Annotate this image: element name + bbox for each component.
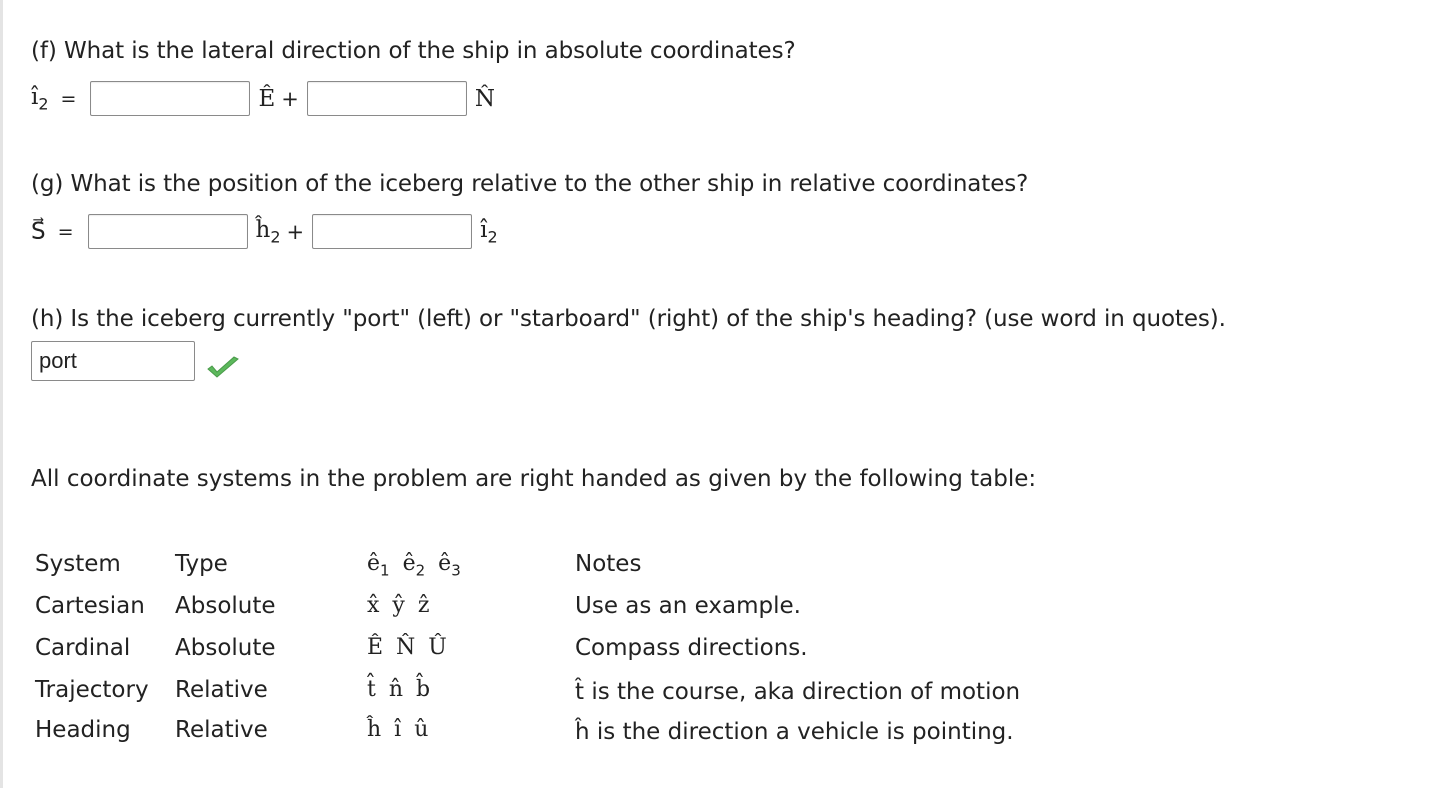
equals-sign: =: [57, 220, 74, 243]
unit-vector-n: N̂: [474, 85, 495, 112]
left-border: [0, 0, 3, 788]
plus-sign: +: [281, 86, 299, 111]
header-basis-vectors: $ê_1$ $ê_2$ $ê_3$: [367, 551, 461, 580]
table-row-notes: Compass directions.: [575, 635, 808, 661]
question-f-answer-row: [31, 81, 495, 116]
table-row-type: Relative: [175, 717, 268, 743]
table-row-system: Heading: [35, 717, 131, 743]
question-g-prompt: (g) What is the position of the iceberg relative to the other ship in relative coordinates?: [31, 171, 1029, 197]
table-row-vectors: t̂ n̂ b̂: [367, 677, 431, 702]
header-system: System: [35, 551, 121, 577]
table-intro: All coordinate systems in the problem are right handed as given by the following table:: [31, 466, 1037, 492]
table-row-type: Absolute: [175, 593, 276, 619]
table-row-notes: Use as an example.: [575, 593, 801, 619]
f-east-component-input[interactable]: [90, 81, 250, 116]
plus-sign: +: [286, 219, 305, 244]
table-row-notes: t̂ is the course, aka direction of motion: [575, 679, 1021, 705]
unit-vector-h2: $ĥ_2$: [255, 216, 281, 247]
table-row-system: Cartesian: [35, 593, 145, 619]
unit-vector-e: Ê: [258, 85, 276, 112]
table-row-vectors: ĥ î û: [367, 717, 429, 742]
table-row-type: Absolute: [175, 635, 276, 661]
table-row-vectors: Ê N̂ Û: [367, 635, 447, 660]
table-row-type: Relative: [175, 677, 268, 703]
header-type: Type: [175, 551, 228, 577]
question-h-prompt: (h) Is the iceberg currently "port" (left) or "starboard" (right) of the ship's heading? (use word in quotes).: [31, 306, 1226, 332]
table-row-vectors: x̂ ŷ ẑ: [367, 593, 430, 618]
table-row-notes: ĥ is the direction a vehicle is pointing.: [575, 719, 1014, 745]
question-f-prompt: (f) What is the lateral direction of the ship in absolute coordinates?: [31, 38, 796, 64]
header-notes: Notes: [575, 551, 642, 577]
lhs-vector: S⃗: [31, 218, 46, 245]
unit-vector-l2: $î_2$: [480, 216, 498, 247]
equals-sign: =: [60, 87, 77, 110]
table-row-system: Cardinal: [35, 635, 131, 661]
f-north-component-input[interactable]: [307, 81, 467, 116]
g-lateral-component-input[interactable]: [312, 214, 472, 249]
check-icon: [206, 356, 240, 380]
table-row-system: Trajectory: [35, 677, 149, 703]
h-answer-input[interactable]: [31, 341, 195, 381]
lhs-vector: $î_2$: [31, 83, 49, 114]
question-g-answer-row: [31, 214, 498, 249]
g-heading-component-input[interactable]: [88, 214, 248, 249]
